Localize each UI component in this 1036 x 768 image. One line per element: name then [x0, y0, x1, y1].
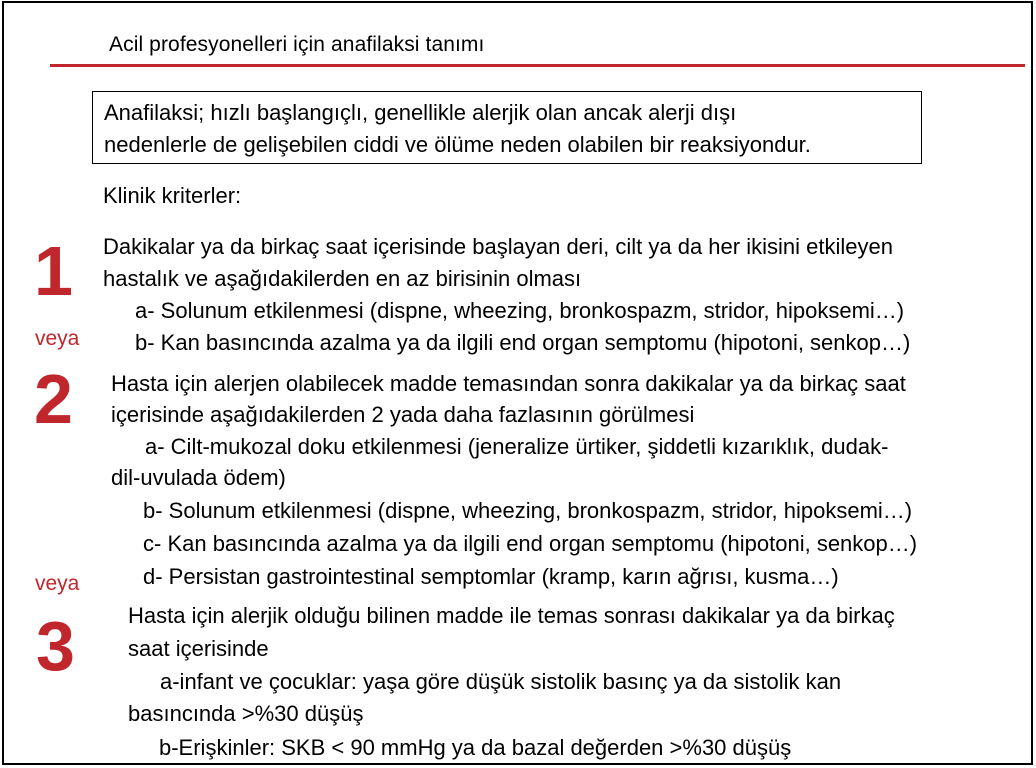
criterion-3-intro: saat içerisinde [128, 636, 269, 661]
definition-line: nedenlerle de gelişebilen ciddi ve ölüme neden olabilen bir reaksiyondur. [104, 132, 811, 157]
definition-box [92, 91, 922, 164]
criterion-number-1: 1 [34, 232, 73, 310]
slide [2, 1, 1033, 765]
criterion-2-item: c- Kan basıncında azalma ya da ilgili end organ semptomu (hipotoni, senkop…) [143, 531, 918, 556]
criterion-number-2: 2 [34, 360, 73, 438]
criterion-2-item: dil-uvulada ödem) [111, 465, 286, 490]
criterion-2-intro: Hasta için alerjen olabilecek madde temasından sonra dakikalar ya da birkaç saat [111, 371, 906, 396]
criterion-1-intro: hastalık ve aşağıdakilerden en az birisinin olması [103, 266, 582, 291]
criterion-2-item: a- Cilt-mukozal doku etkilenmesi (jeneralize ürtiker, şiddetli kızarıklık, dudak- [145, 434, 889, 459]
definition-line: Anafilaksi; hızlı başlangıçlı, genellikle alerjik olan ancak alerji dışı [104, 100, 737, 125]
criterion-2-item: b- Solunum etkilenmesi (dispne, wheezing, bronkospazm, stridor, hipoksemi…) [143, 498, 913, 523]
criterion-1-item: b- Kan basıncında azalma ya da ilgili end organ semptomu (hipotoni, senkop…) [135, 330, 911, 355]
criterion-3-item: b-Erişkinler: SKB < 90 mmHg ya da bazal değerden >%30 düşüş [159, 735, 792, 760]
criterion-number-3: 3 [36, 607, 75, 685]
veya-separator: veya [35, 327, 80, 350]
criterion-3-item: basıncında >%30 düşüş [128, 701, 364, 726]
criterion-1-intro: Dakikalar ya da birkaç saat içerisinde başlayan deri, cilt ya da her ikisini etkileyen [103, 234, 893, 259]
title-underline [50, 64, 1025, 67]
veya-separator: veya [35, 572, 80, 595]
clinical-criteria-label: Klinik kriterler: [103, 183, 242, 208]
criterion-3-item: a-infant ve çocuklar: yaşa göre düşük sistolik basınç ya da sistolik kan [160, 669, 842, 694]
criterion-1-item: a- Solunum etkilenmesi (dispne, wheezing, bronkospazm, stridor, hipoksemi…) [135, 298, 905, 323]
criterion-3-intro: Hasta için alerjik olduğu bilinen madde ile temas sonrası dakikalar ya da birkaç [128, 603, 895, 628]
criterion-2-item: d- Persistan gastrointestinal semptomlar (kramp, karın ağrısı, kusma…) [143, 564, 839, 589]
slide-title: Acil profesyonelleri için anafilaksi tanımı [109, 33, 485, 56]
criterion-2-intro: içerisinde aşağıdakilerden 2 yada daha fazlasının görülmesi [111, 402, 695, 427]
